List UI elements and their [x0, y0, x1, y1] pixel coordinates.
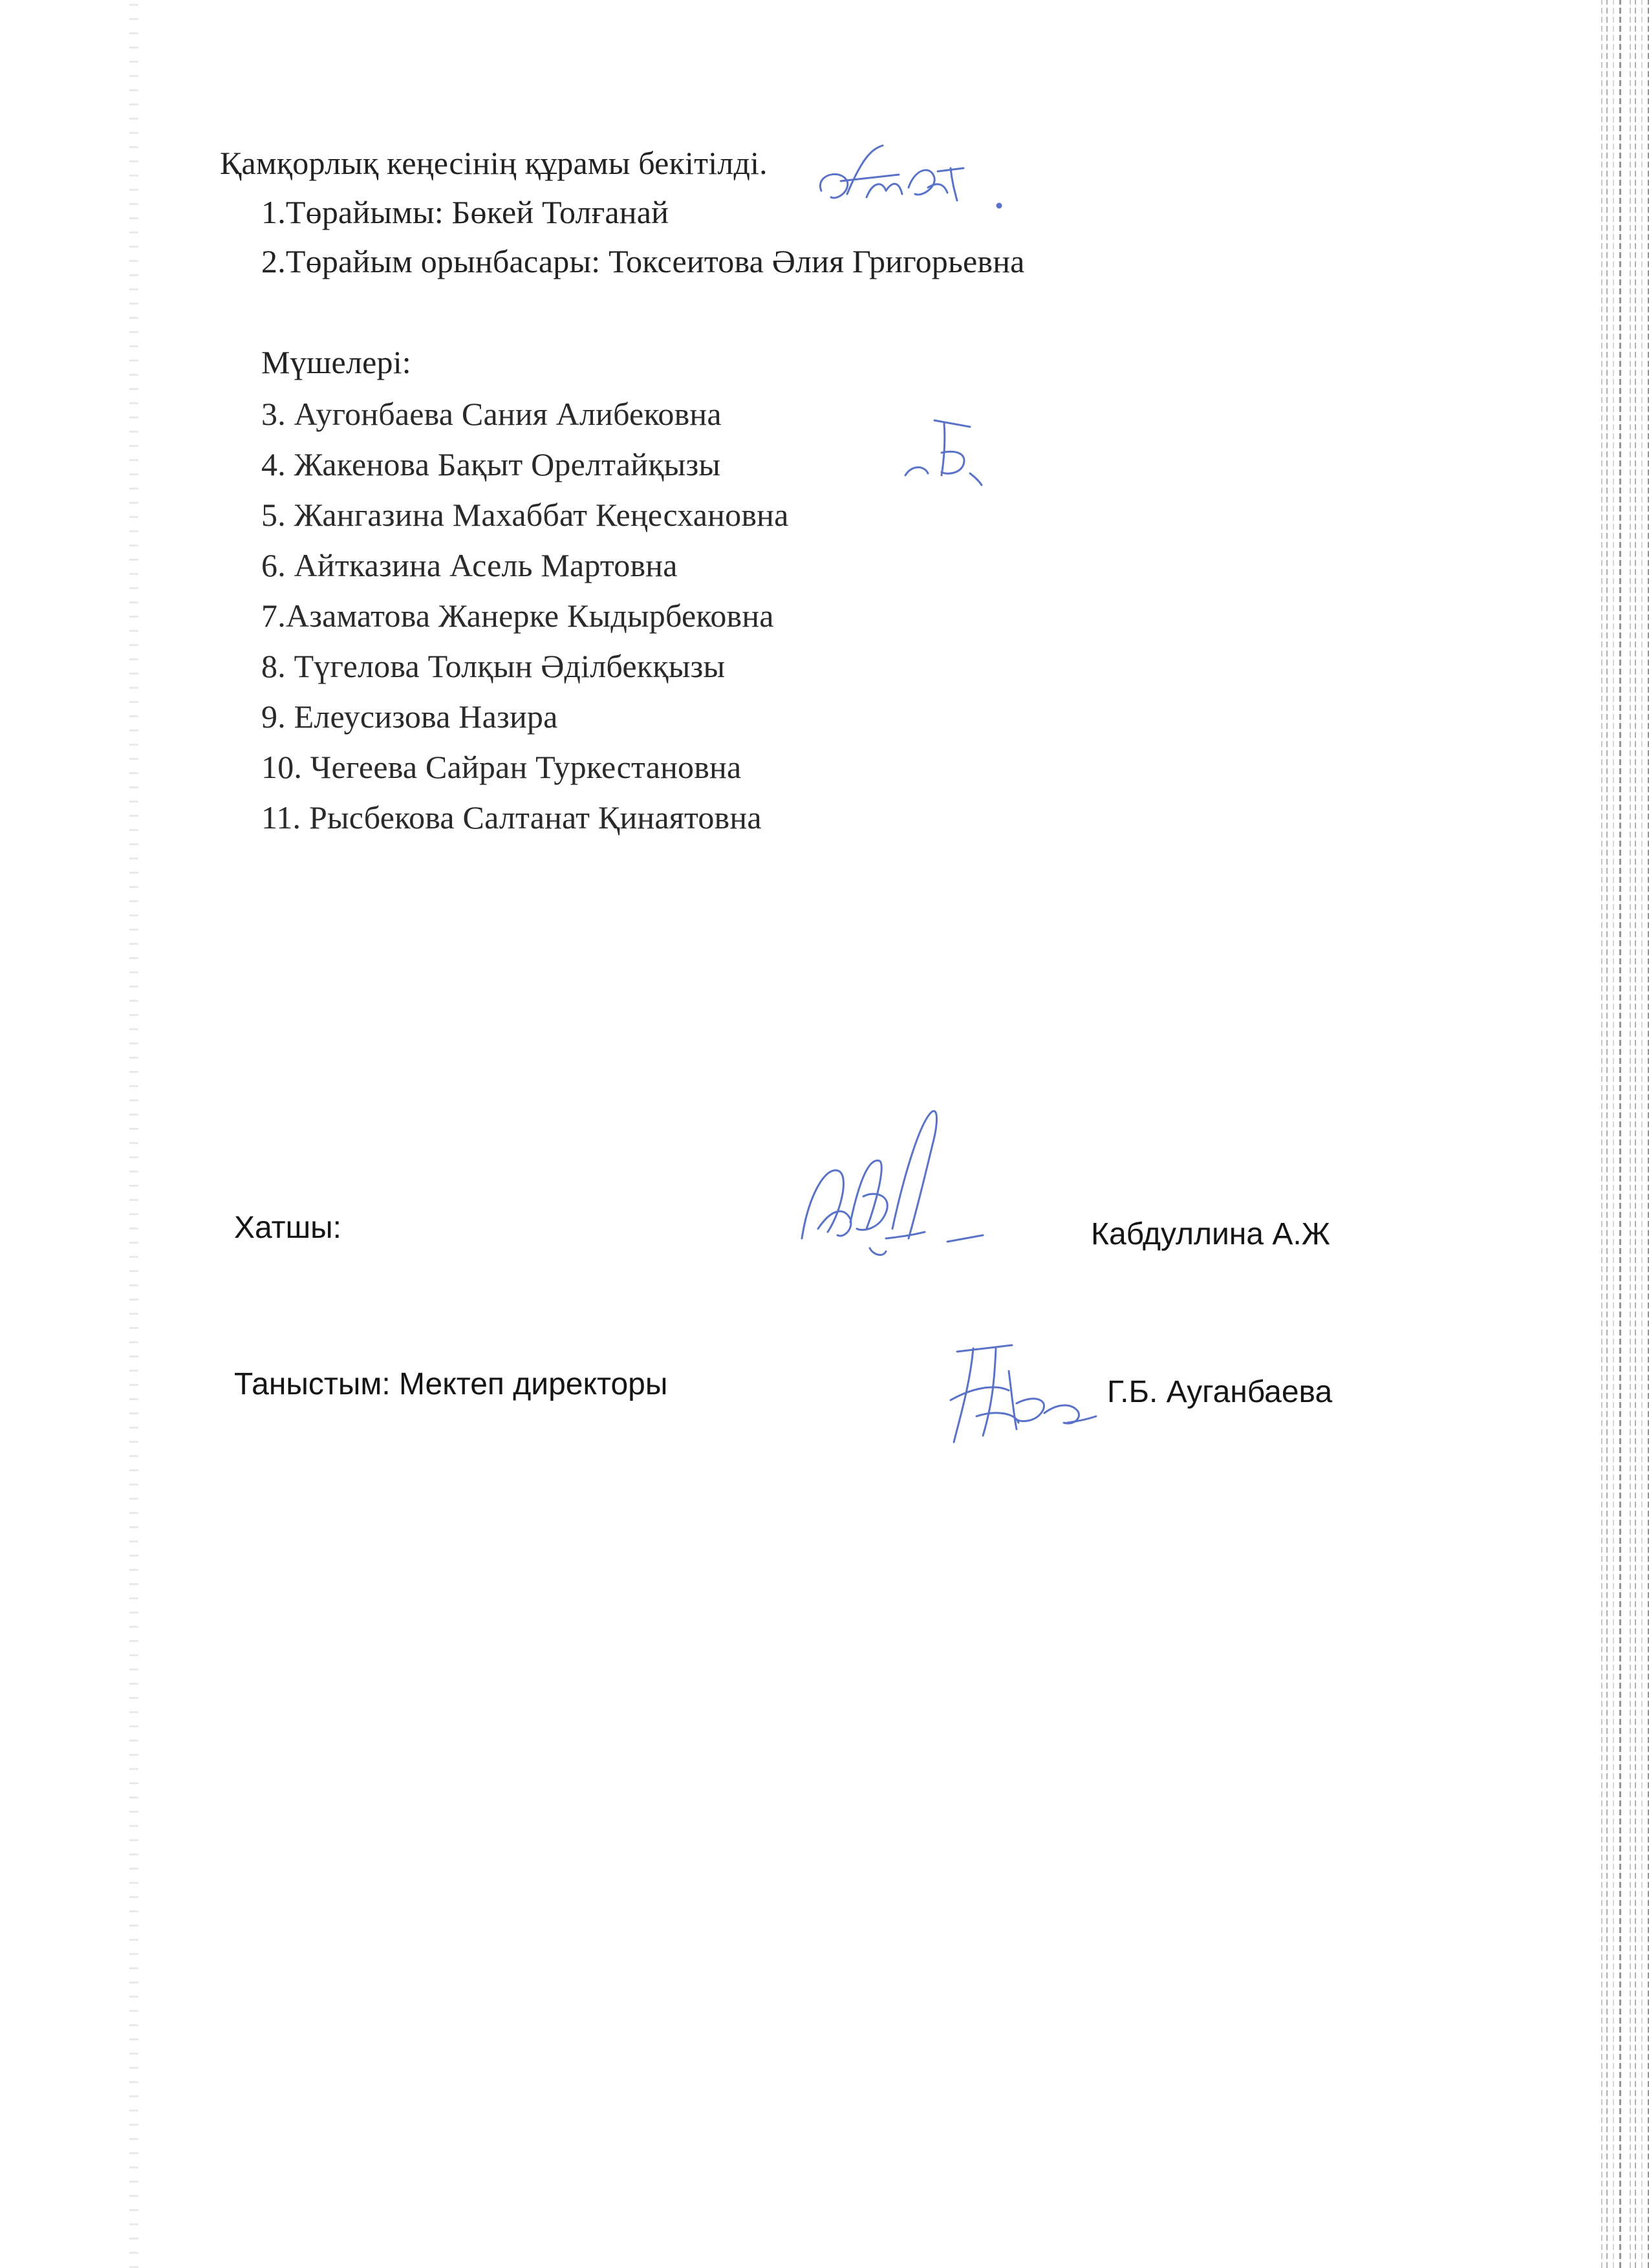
- director-signature: [938, 1332, 1106, 1455]
- scan-edge-speckle: [1597, 0, 1649, 2268]
- members-label: Мүшелері:: [261, 344, 411, 380]
- member-signature: [899, 414, 996, 491]
- member-item: 10. Чегеева Сайран Туркестановна: [261, 749, 742, 785]
- member-item: 3. Аугонбаева Сания Алибековна: [261, 396, 722, 432]
- secretary-label: Хатшы:: [234, 1211, 341, 1245]
- vice-chair-line: 2.Төрайым орынбасары: Токсеитова Әлия Григорьевна: [261, 243, 1025, 279]
- member-item: 7.Азаматова Жанерке Кыдырбековна: [261, 598, 774, 634]
- member-item: 8. Түгелова Толқын Әділбекқызы: [261, 648, 726, 684]
- member-item: 9. Елеусизова Назира: [261, 698, 558, 735]
- secretary-name: Кабдуллина А.Ж: [1091, 1217, 1330, 1251]
- chair-line: 1.Төрайымы: Бөкей Толғанай: [261, 194, 669, 230]
- member-item: 4. Жакенова Бақыт Орелтайқызы: [261, 446, 721, 482]
- director-name: Г.Б. Ауганбаева: [1107, 1375, 1333, 1409]
- chair-signature: [802, 136, 1015, 233]
- member-item: 6. Айтказина Асель Мартовна: [261, 547, 678, 583]
- acknowledged-label: Таныстым: Мектеп директоры: [234, 1367, 668, 1401]
- scan-edge-left: [129, 0, 138, 2268]
- member-item: 5. Жангазина Махаббат Кеңесхановна: [261, 497, 789, 533]
- secretary-signature: [789, 1099, 1002, 1274]
- document-heading: Қамқорлық кеңесінің құрамы бекітілді.: [220, 145, 768, 181]
- member-item: 11. Рысбекова Салтанат Қинаятовна: [261, 799, 762, 836]
